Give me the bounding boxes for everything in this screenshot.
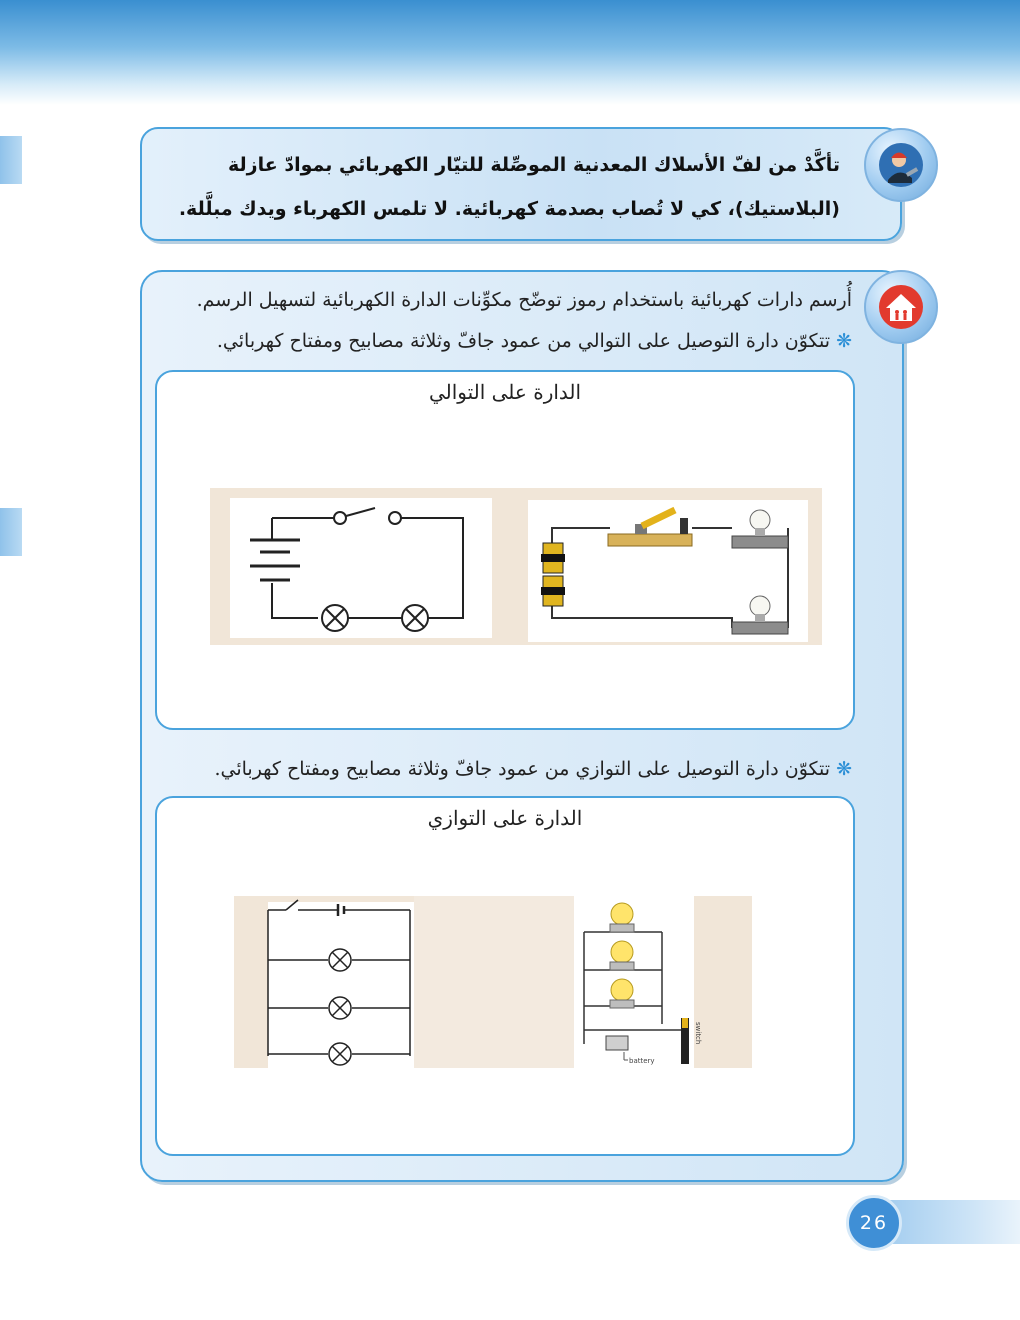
series-box-title: الدارة على التوالي <box>428 380 582 404</box>
parallel-box-title: الدارة على التوازي <box>427 806 583 830</box>
home-activity-icon <box>864 270 938 344</box>
activity-intro: أُرسم دارات كهربائية باستخدام رموز توضّح مكوِّنات الدارة الكهربائية لتسهيل الرسم. <box>196 289 852 311</box>
warning-line-1: تأكَّدْ من لفّ الأسلاك المعدنية الموصِّلة للتيّار الكهربائي بموادّ عازلة <box>228 154 840 176</box>
series-prompt <box>217 330 852 352</box>
series-circuit-figure <box>210 488 822 645</box>
bulb-icon <box>610 941 634 970</box>
battery-icon <box>606 1036 628 1050</box>
parallel-circuit-figure <box>234 896 752 1068</box>
safety-warning-text <box>164 143 840 231</box>
bulb-icon <box>610 903 634 932</box>
page-number: 26 <box>846 1195 902 1251</box>
parallel-prompt <box>214 758 852 780</box>
parallel-prompt-text: تتكوّن دارة التوصيل على التوازي من عمود جافّ وثلاثة مصابيح ومفتاح كهربائي. <box>214 758 831 780</box>
safety-warning-box <box>140 127 902 241</box>
worker-warning-icon <box>864 128 938 202</box>
battery-label: battery <box>629 1057 655 1065</box>
series-prompt-text: تتكوّن دارة التوصيل على التوالي من عمود جافّ وثلاثة مصابيح ومفتاح كهربائي. <box>216 330 831 352</box>
bullet-star-icon: ❋ <box>836 330 852 352</box>
bulb-icon <box>610 979 634 1008</box>
header-band <box>0 0 1020 105</box>
side-tab-lower <box>0 508 22 556</box>
switch-label: switch <box>694 1022 702 1045</box>
bullet-star-icon: ❋ <box>836 758 852 780</box>
warning-line-2: (البلاستيك)، كي لا تُصاب بصدمة كهربائية. لا تلمس الكهرباء ويدك مبلَّلة. <box>178 198 840 220</box>
side-tab-upper <box>0 136 22 184</box>
